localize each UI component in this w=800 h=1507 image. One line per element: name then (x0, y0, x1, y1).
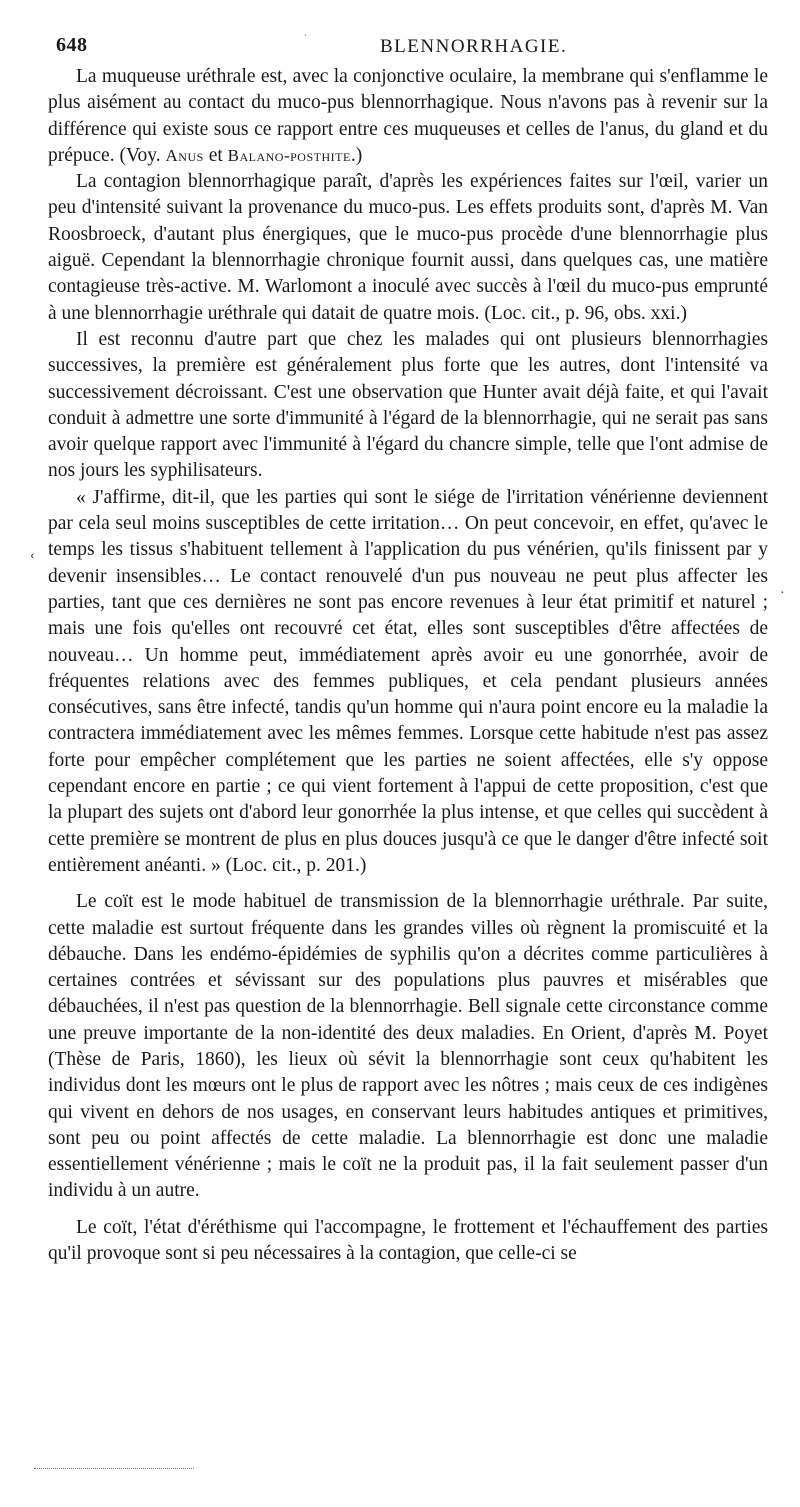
running-head (56, 30, 768, 60)
paragraph-contagion: La contagion blennorrhagique paraît, d'après les expériences faites sur l'œil, varier un peu d'intensité suivant la provenance du muco-pus. Les effets produits sont, d'après M. Van Roosbroeck, d'autant plus énergiques, que le muco-pus procède d'une blennorrhagie plus aiguë. Cependant la blennorrhagie chronique fournit aussi, dans quelques cas, une matière contagieuse très-active. M. Warlomont a inoculé avec succès à l'œil du muco-pus emprunté à une blennorrhagie uréthrale qui datait de quatre mois. (Loc. cit., p. 96, obs. xxi.) (48, 171, 768, 324)
margin-mark-left: ‹ (30, 548, 35, 563)
paragraph-text: et (203, 144, 228, 166)
cross-reference: Balano-posthite (227, 145, 351, 165)
paragraph-text: La muqueuse uréthrale est, avec la conjonctive oculaire, la membrane qui s'enflamme le plus aisément au contact du muco-pus blennorrhagique. Nous n'avons pas à revenir sur la différence qui existe sous ce rapport entre ces muqueuses et celles de l'anus, du gland et du prépuce. (Voy. (48, 66, 768, 166)
cross-reference: Anus (165, 145, 204, 165)
paragraph-hunter-quote: « J'affirme, dit-il, que les parties qui sont le siége de l'irritation vénérienne deviennent par cela seul moins susceptibles de cette irritation… On peut concevoir, en effet, qu'avec le temps les tissus s'habituent tellement à l'application du pus vénérien, qu'ils finissent par y devenir insensibles… Le contact renouvelé d'un pus nouveau ne peut plus affecter les parties, tant que ces dernières ne sont pas encore revenues à leur état primitif et naturel ; mais une fois qu'elles ont recouvré cet état, elles sont susceptibles d'être affectées de nouveau… Un homme peut, immédiatement après avoir eu une gonorrhée, avoir de fréquentes relations avec des femmes publiques, et cela pendant plusieurs années consécutives, sans être infecté, tandis qu'un homme qui n'aura point encore eu la maladie la contractera immédiatement avec les mêmes femmes. Lorsque cette habitude n'est pas assez forte pour empêcher complétement que les parties ne soient affectées, elle s'y oppose cependant encore en partie ; ce qui vient fortement à l'appui de cette proposition, c'est que la plupart des sujets ont d'abord leur gonorrhée la plus intense, et que celles qui succèdent à cette première se montrent de plus en plus douces jusqu'à ce que le danger d'être infecté soit entièrement anéanti. » (Loc. cit., p. 201.) (48, 486, 768, 876)
running-title: BLENNORRHAGIE. (380, 36, 568, 57)
paragraph-transmission: Le coït est le mode habituel de transmission de la blennorrhagie uréthrale. Par suite, cette maladie est surtout fréquente dans les grandes villes où règnent la promiscuité et la débauche. Dans les endémo-épidémies de syphilis qu'on a décrites comme particulières à certaines contrées et sévissant sur des populations plus pauvres et misérables que débauchées, il n'est pas question de la blennorrhagie. Bell signale cette circonstance comme une preuve importante de la non-identité des deux maladies. En Orient, d'après M. Poyet (Thèse de Paris, 1860), les lieux où sévit la blennorrhagie sont ceux qu'habitent les individus dont les mœurs ont le plus de rapport avec les nôtres ; mais ceux de ces indigènes qui vivent en dehors de nos usages, en conservant leurs habitudes antiques et primitives, sont peu ou point affectés de cette maladie. La blennorrhagie est donc une maladie essentiellement vénérienne ; mais le coït ne la produit pas, il la fait seulement passer d'un individu à un autre. (48, 891, 768, 1202)
page-number: 648 (56, 34, 88, 56)
header-mark: · (304, 30, 307, 40)
margin-mark-right: · (780, 586, 785, 601)
paragraph-text: .) (350, 144, 363, 166)
footer-rule (34, 1468, 194, 1470)
paragraph-urethral-mucosa (48, 64, 768, 169)
paragraph-coitus: Le coït, l'état d'éréthisme qui l'accompagne, le frottement et l'échauffement des parties qu'il provoque sont si peu nécessaires à la contagion, que celle-ci se (48, 1216, 768, 1265)
body-text (48, 64, 768, 1267)
paragraph-immunity: Il est reconnu d'autre part que chez les malades qui ont plusieurs blennorrhagies successives, la première est généralement plus forte que les autres, dont l'intensité va successivement décroissant. C'est une observation que Hunter avait déjà faite, et qui l'avait conduit à admettre une sorte d'immunité à l'égard de la blennorrhagie, qui ne serait pas sans avoir quelque rapport avec l'immunité à l'égard du chancre simple, telle que l'ont admise de nos jours les syphilisateurs. (48, 328, 768, 482)
